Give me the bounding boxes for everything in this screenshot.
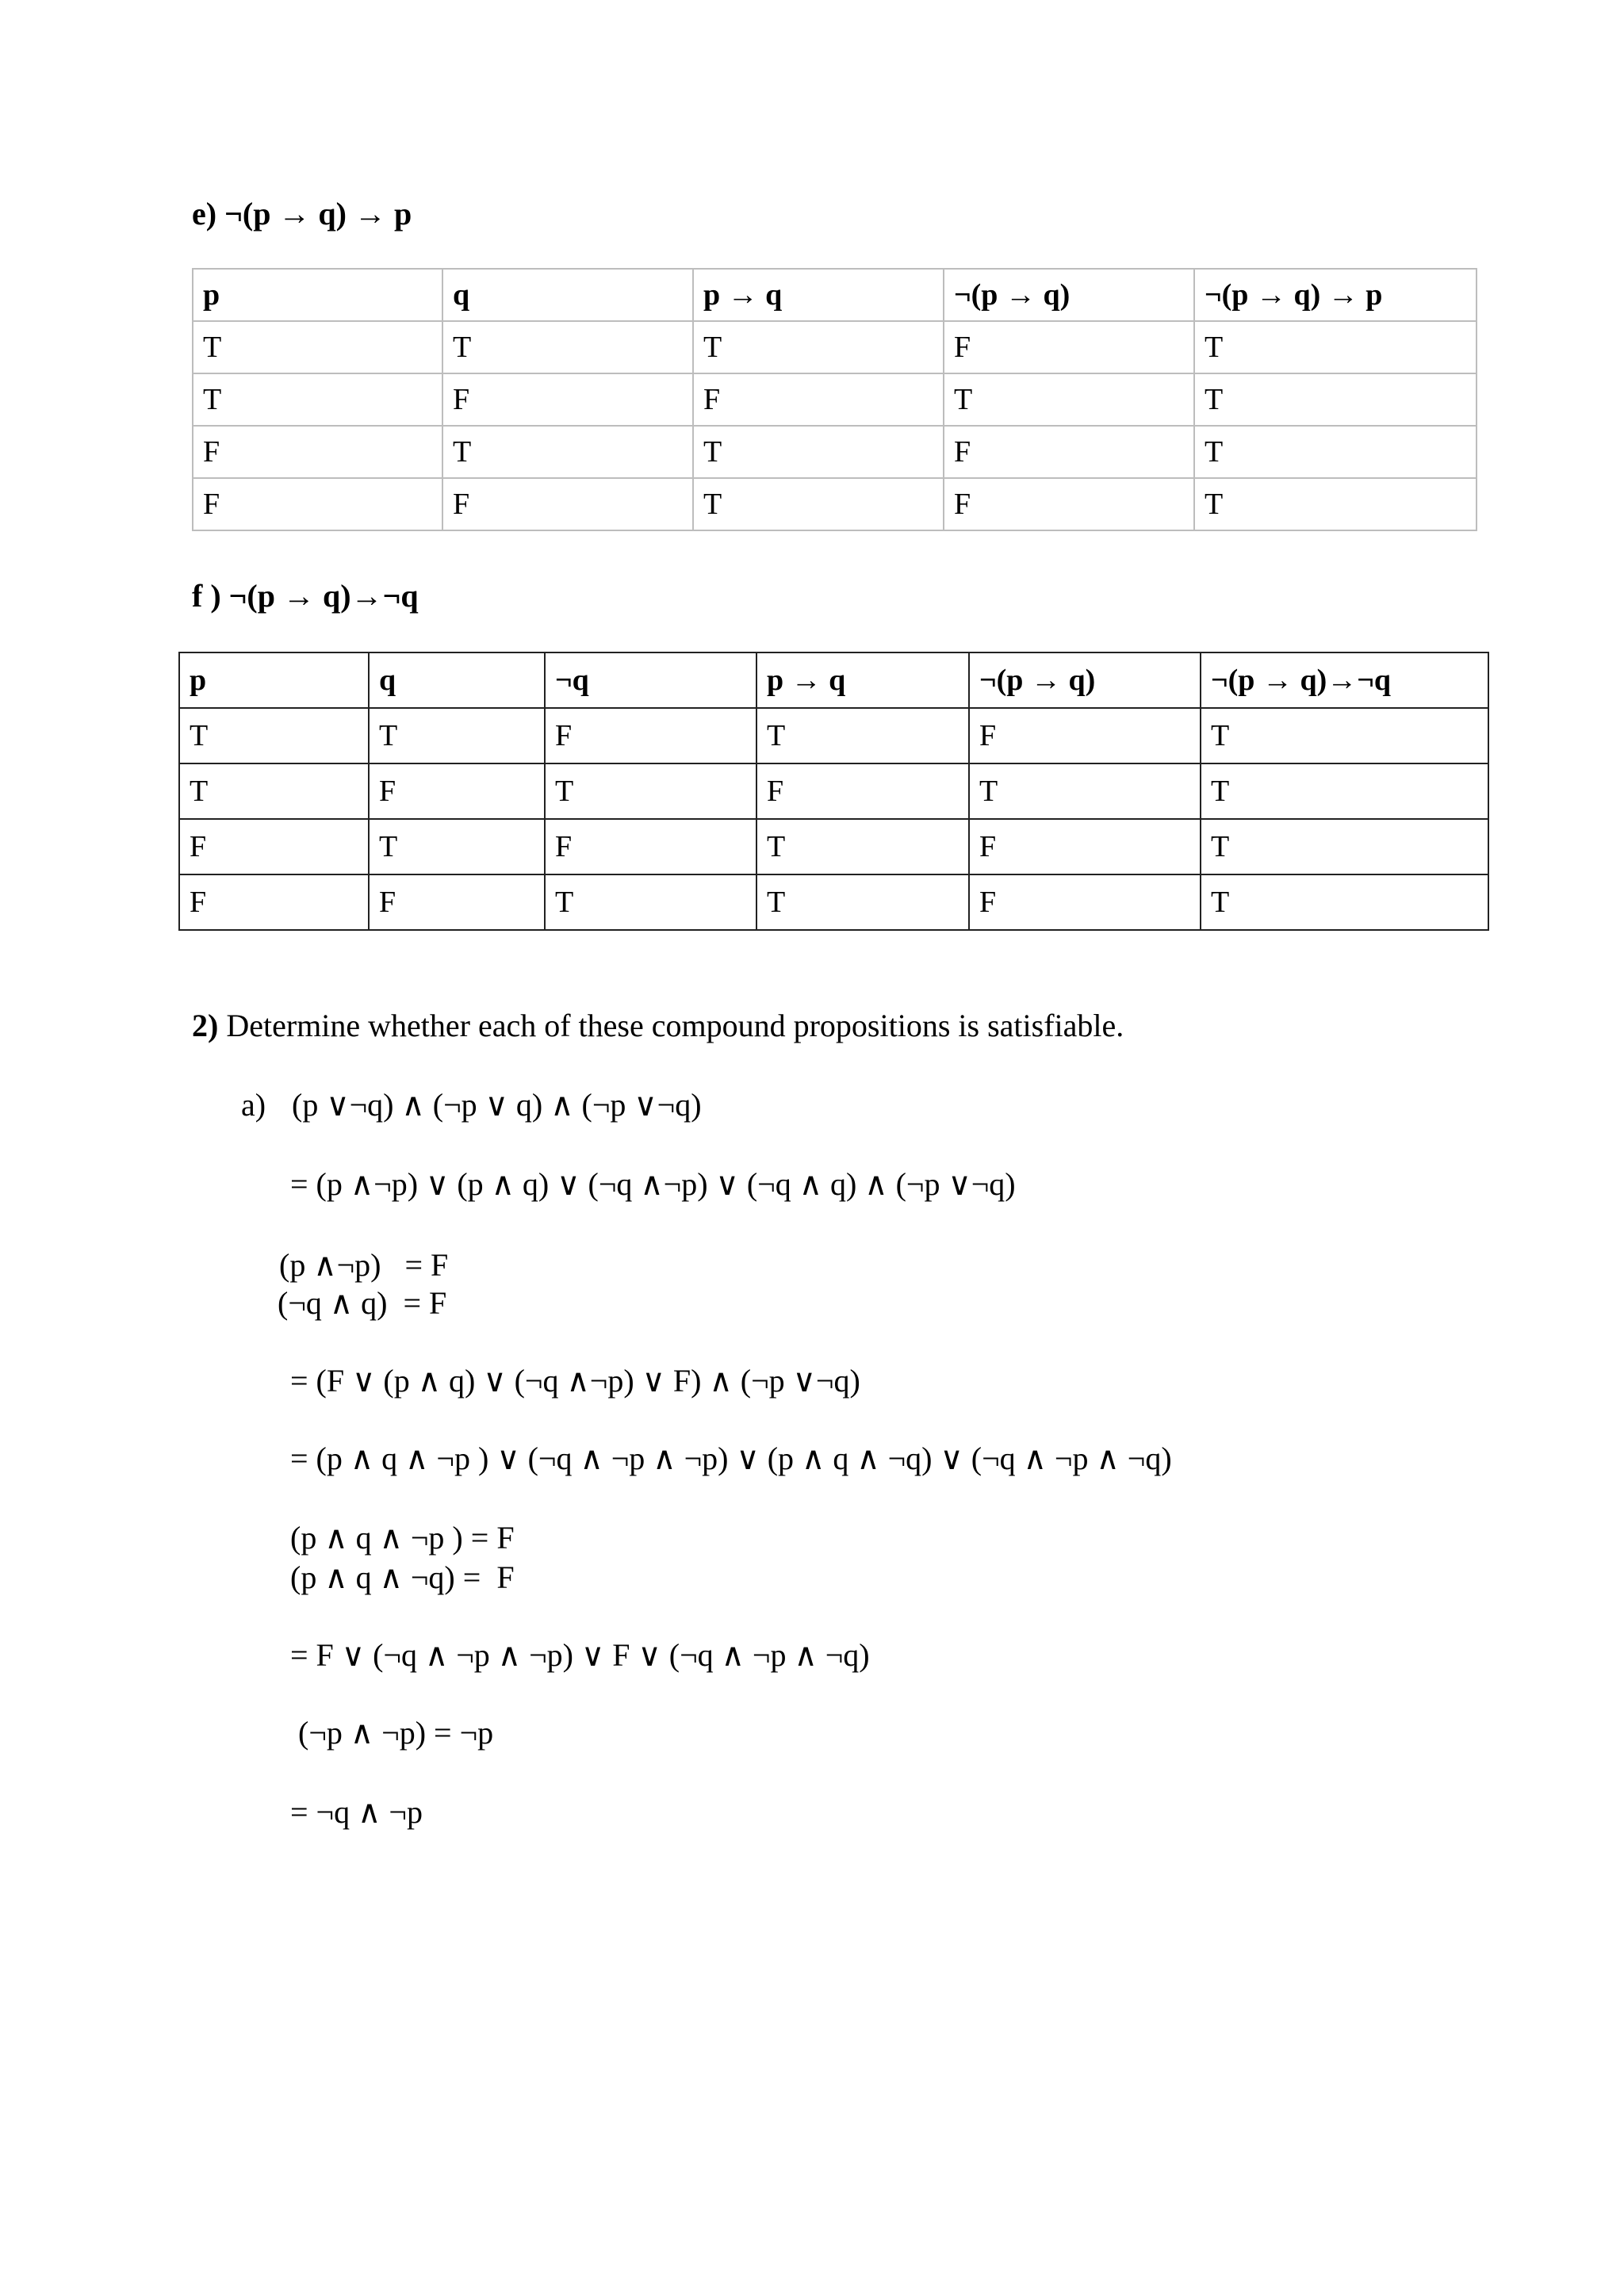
table-cell: F: [442, 373, 693, 426]
table-header-row: [179, 652, 1488, 708]
table-cell: F: [693, 373, 944, 426]
column-header: ¬(p → q): [944, 269, 1194, 321]
question-text: Determine whether each of these compound propositions is satisfiable.: [218, 1008, 1124, 1043]
solution-step: = F ∨ (¬q ∧ ¬p ∧ ¬p) ∨ F ∨ (¬q ∧ ¬p ∧ ¬q): [290, 1637, 870, 1673]
column-header: ¬(p → q) → p: [1194, 269, 1477, 321]
table-cell: T: [693, 426, 944, 478]
table-cell: T: [693, 478, 944, 530]
table-cell: T: [1201, 708, 1488, 763]
table-cell: F: [179, 874, 369, 930]
table-cell: T: [1201, 763, 1488, 819]
column-header: p: [193, 269, 442, 321]
table-cell: F: [944, 478, 1194, 530]
table-cell: F: [944, 321, 1194, 373]
table-cell: T: [442, 426, 693, 478]
table-cell: T: [179, 763, 369, 819]
table-cell: F: [545, 819, 756, 874]
table-cell: F: [369, 874, 545, 930]
table-cell: F: [969, 819, 1201, 874]
table-cell: F: [969, 708, 1201, 763]
solution-step: (p ∧ q ∧ ¬q) = F: [290, 1559, 515, 1595]
table-cell: F: [179, 819, 369, 874]
column-header: q: [442, 269, 693, 321]
table-cell: F: [193, 478, 442, 530]
table-cell: T: [1194, 426, 1477, 478]
table-cell: F: [193, 426, 442, 478]
table-row: [193, 321, 1477, 373]
table-cell: T: [1194, 478, 1477, 530]
section-f-heading: f ) ¬(p → q)→¬q: [192, 578, 419, 614]
column-header: q: [369, 652, 545, 708]
solution-step: (¬p ∧ ¬p) = ¬p: [298, 1715, 494, 1751]
part-a-label: a): [241, 1087, 266, 1123]
table-cell: T: [442, 321, 693, 373]
solution-step: = ¬q ∧ ¬p: [290, 1794, 423, 1830]
table-cell: T: [369, 819, 545, 874]
solution-step: = (p ∧ q ∧ ¬p ) ∨ (¬q ∧ ¬p ∧ ¬p) ∨ (p ∧ q ∧ ¬q) ∨ (¬q ∧ ¬p ∧ ¬q): [290, 1441, 1172, 1476]
column-header: ¬(p → q): [969, 652, 1201, 708]
table-cell: T: [693, 321, 944, 373]
question-number: 2): [192, 1008, 219, 1043]
table-cell: T: [1201, 819, 1488, 874]
table-cell: T: [1194, 321, 1477, 373]
table-row: [179, 819, 1488, 874]
table-cell: F: [756, 763, 969, 819]
table-cell: T: [944, 373, 1194, 426]
table-row: [179, 708, 1488, 763]
table-cell: F: [545, 708, 756, 763]
column-header: p: [179, 652, 369, 708]
solution-step: = (p ∧¬p) ∨ (p ∧ q) ∨ (¬q ∧¬p) ∨ (¬q ∧ q) ∧ (¬p ∨¬q): [290, 1166, 1016, 1202]
solution-step: = (F ∨ (p ∧ q) ∨ (¬q ∧¬p) ∨ F) ∧ (¬p ∨¬q): [290, 1363, 860, 1399]
truth-table-f: [178, 652, 1489, 931]
table-cell: F: [969, 874, 1201, 930]
column-header: ¬q: [545, 652, 756, 708]
question-2: [192, 1007, 1124, 1045]
section-e-heading: e) ¬(p → q) → p: [192, 196, 412, 232]
table-cell: T: [545, 763, 756, 819]
truth-table-e: [192, 268, 1477, 531]
table-row: [179, 763, 1488, 819]
part-a-expression: (p ∨¬q) ∧ (¬p ∨ q) ∧ (¬p ∨¬q): [292, 1087, 702, 1123]
table-cell: T: [369, 708, 545, 763]
table-cell: T: [193, 373, 442, 426]
solution-step: (¬q ∧ q) = F: [278, 1285, 447, 1321]
table-row: [179, 874, 1488, 930]
table-cell: T: [756, 874, 969, 930]
table-cell: T: [1201, 874, 1488, 930]
table-row: [193, 373, 1477, 426]
column-header: ¬(p → q)→¬q: [1201, 652, 1488, 708]
table-cell: T: [756, 708, 969, 763]
table-row: [193, 426, 1477, 478]
column-header: p → q: [756, 652, 969, 708]
table-header-row: [193, 269, 1477, 321]
table-cell: F: [369, 763, 545, 819]
table-cell: T: [756, 819, 969, 874]
solution-step: (p ∧ q ∧ ¬p ) = F: [290, 1520, 515, 1556]
table-cell: T: [193, 321, 442, 373]
table-cell: T: [179, 708, 369, 763]
table-cell: T: [1194, 373, 1477, 426]
column-header: p → q: [693, 269, 944, 321]
table-cell: T: [545, 874, 756, 930]
table-cell: F: [944, 426, 1194, 478]
solution-step: (p ∧¬p) = F: [279, 1247, 449, 1283]
table-row: [193, 478, 1477, 530]
table-cell: T: [969, 763, 1201, 819]
table-cell: F: [442, 478, 693, 530]
